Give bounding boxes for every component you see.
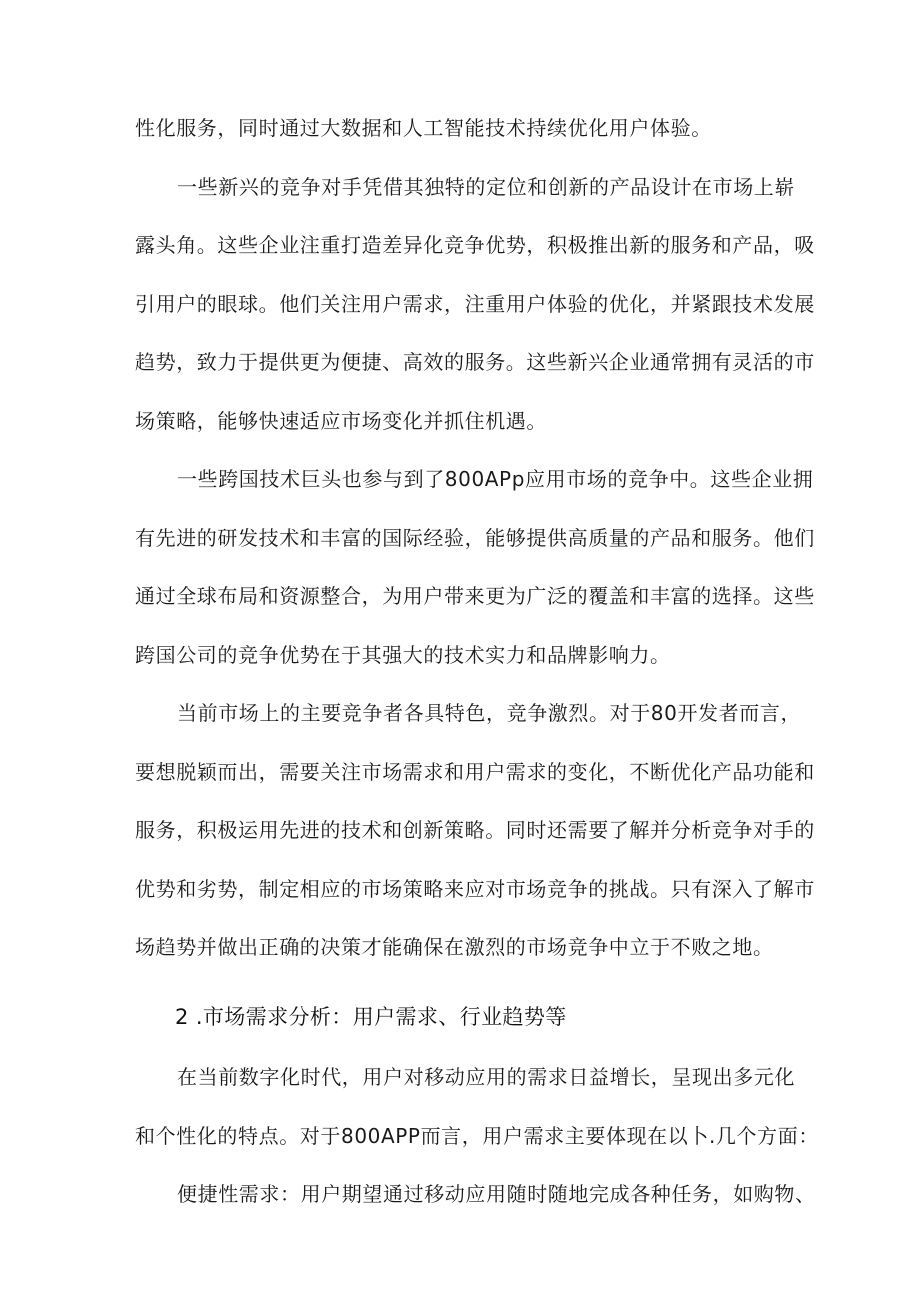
- paragraph-line: 一些新兴的竞争对手凭借其独特的定位和创新的产品设计在市场上崭: [177, 175, 795, 199]
- paragraph-line: 便捷性需求：用户期望通过移动应用随时随地完成各种任务，如购物、: [177, 1182, 816, 1206]
- text-line: 引用户的眼球。他们关注用户需求，注重用户体验的优化，并紧跟技术发展: [135, 292, 815, 316]
- text-line: 跨国公司的竞争优势在于其强大的技术实力和品牌影响力。: [135, 643, 671, 667]
- text-line: 有先进的研发技术和丰富的国际经验，能够提供高质量的产品和服务。他们: [135, 526, 815, 550]
- text-line: 趋势，致力于提供更为便捷、高效的服务。这些新兴企业通常拥有灵活的市: [135, 350, 815, 374]
- section-heading: 2 .市场需求分析：用户需求、行业趋势等: [175, 1005, 567, 1029]
- paragraph-line: 在当前数字化时代，用户对移动应用的需求日益增长，呈现出多元化: [177, 1065, 795, 1089]
- text-line: 服务，积极运用先进的技术和创新策略。同时还需要了解并分析竞争对手的: [135, 818, 815, 842]
- text-line: 优势和劣势，制定相应的市场策略来应对市场竞争的挑战。只有深入了解市: [135, 877, 815, 901]
- paragraph-line: 一些跨国技术巨头也参与到了800APp应用市场的竞争中。这些企业拥: [177, 467, 814, 491]
- text-line: 场趋势并做出正确的决策才能确保在激烈的市场竞争中立于不败之地。: [135, 935, 774, 959]
- text-line: 和个性化的特点。对于800APP而言，用户需求主要体现在以卜.几个方面：: [135, 1124, 819, 1148]
- text-line: 露头角。这些企业注重打造差异化竞争优势，积极推出新的服务和产品，吸: [135, 233, 815, 257]
- text-line: 场策略，能够快速适应市场变化并抓住机遇。: [135, 409, 547, 433]
- text-line: 性化服务，同时通过大数据和人工智能技术持续优化用户体验。: [135, 116, 712, 140]
- text-line: 要想脱颖而出，需要关注市场需求和用户需求的变化，不断优化产品功能和: [135, 760, 815, 784]
- paragraph-line: 当前市场上的主要竞争者各具特色，竞争激烈。对于80开发者而言，: [177, 701, 802, 725]
- text-line: 通过全球布局和资源整合，为用户带来更为广泛的覆盖和丰富的选择。这些: [135, 584, 815, 608]
